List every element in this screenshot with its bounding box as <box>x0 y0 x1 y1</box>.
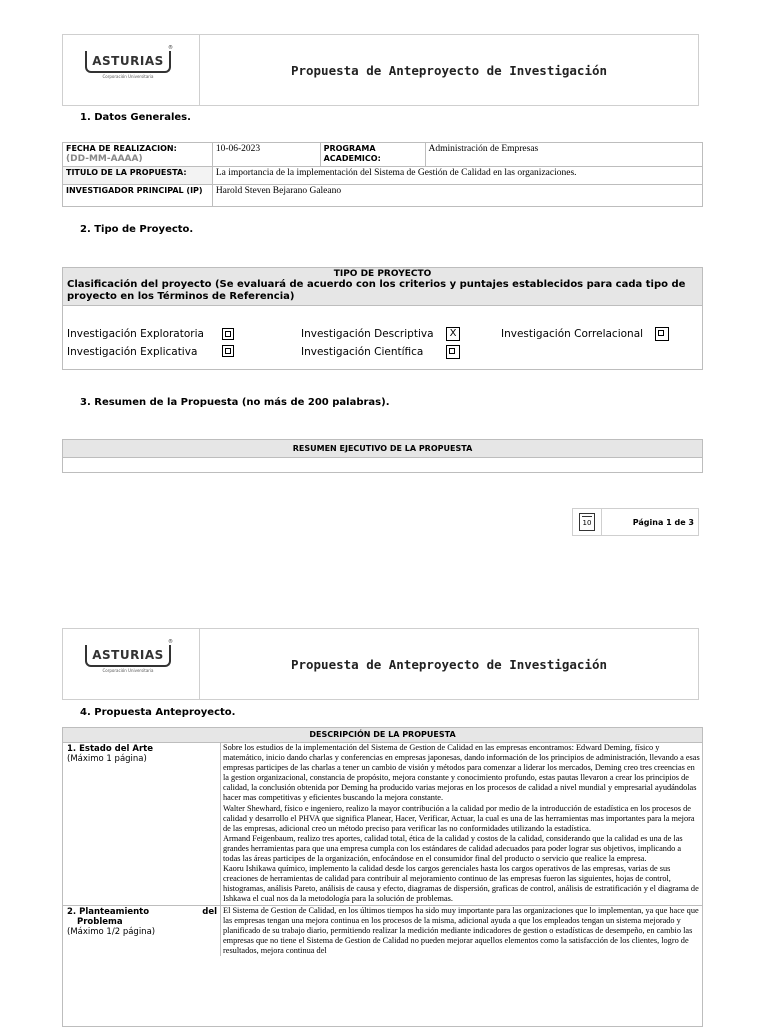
tipo-proyecto-title: TIPO DE PROYECTO <box>333 269 432 279</box>
document-title: Propuesta de Anteproyecto de Investigación <box>290 656 608 672</box>
fecha-hint: (DD-MM-AAAA) <box>66 154 143 164</box>
estado-arte-text: Sobre los estudios de la implementación del Sistema de Gestion de Calidad en las empresas encontramos: Edward Deming, físico y matemático, inicio dando charlas y conferencias en empresas japonesas, dando información de los principios de administración, llevando a esas empresas participes de las charlas a tener un cambio de visión y métodos para comenzar a liderar los mercados, Deming creo tres creencias en la gestion organizacional, constancia de propósito, mejora constante y conocimiento profundo, estas pautas llevaron a crear los principios de calidad, la conclusión obtenida por Deming ha producido varias mejoras en los procesos de calidad a nivel mundial y empresarial ayudándolas hacer mas competitivas y eficientes buscando la mejora constante. Walter Shewhard, físico e ingeniero, realizo la mayor contribución a la calidad por medio de la introducción de estadística en los procesos de calidad y desarrollo el PHVA que significa Planear, Hacer, Verificar, Actuar, la cual es una de las herramientas mas importantes para la mejora de las empresas, adicional creo un método preciso para verificar las no conformidades utilizando la estadística. Armand Feigenbaum, realizo tres aportes, calidad total, ética de la calidad y costos de la calidad, considerando que la calidad es una de las grandes herramientas para que una empresa cumpla con los estándares de calidad adecuados para poder lograr sus objetivos, implicando a todas las áreas participes de la organización, enfocándose en el consumidor final del producto o servicio que realice la empresa. Kaoru Ishikawa químico, implemento la calidad desde los cargos gerenciales hasta los cargos operativos de las empresas, varias de sus creaciones de herramientas de calidad para contribuir al mejoramiento continuo de las empresas fueron las siguientes, hojas de control, histogramas, análisis Pareto, análisis de causa y efecto, diagramas de dispersión, graficas de control, análisis de estratificación y el diagrama de Ishkawa el cual nos da la metodología para la solución de problemas. <box>220 743 702 905</box>
table-row <box>63 143 703 167</box>
page-number: Página 1 de 3 <box>632 517 694 527</box>
programa-value: Administración de Empresas <box>425 143 703 167</box>
resumen-box <box>62 439 703 473</box>
tipo-proyecto-header <box>63 268 702 306</box>
option-explicativa-label: Investigación Explicativa <box>67 346 198 358</box>
resumen-title: RESUMEN EJECUTIVO DE LA PROPUESTA <box>63 440 702 458</box>
option-descriptiva-checkbox[interactable]: X <box>446 327 460 341</box>
option-correlacional-label: Investigación Correlacional <box>501 328 644 340</box>
tipo-proyecto-box <box>62 267 703 370</box>
option-exploratoria-label: Investigación Exploratoria <box>67 328 204 340</box>
titulo-value: La importancia de la implementación del Sistema de Gestión de Calidad en las organizaciones. <box>212 167 702 185</box>
programa-label: PROGRAMA ACADEMICO: <box>320 143 425 167</box>
page2-header <box>62 628 699 700</box>
asturias-logo: ASTURIAS ® Corporación Universitaria <box>85 51 171 77</box>
table-row <box>63 906 702 956</box>
section-propuesta: 4. Propuesta Anteproyecto. <box>80 707 236 718</box>
option-correlacional-checkbox[interactable] <box>655 327 669 341</box>
descripcion-table <box>62 727 703 1027</box>
logo-cell <box>63 35 200 105</box>
tipo-proyecto-description: Clasificación del proyecto (Se evaluará de acuerdo con los criterios y puntajes establecidos para cada tipo de proyecto en los Términos de Referencia) <box>67 279 686 302</box>
option-explicativa-checkbox[interactable] <box>222 345 234 357</box>
table-row <box>63 167 703 185</box>
section-tipo-proyecto: 2. Tipo de Proyecto. <box>80 224 194 235</box>
estado-arte-label: 1. Estado del Arte (Máximo 1 página) <box>67 744 153 764</box>
option-exploratoria-checkbox[interactable] <box>222 328 234 340</box>
titulo-label: TITULO DE LA PROPUESTA: <box>63 167 213 185</box>
page-footer <box>572 508 699 536</box>
investigador-label: INVESTIGADOR PRINCIPAL (IP) <box>63 185 213 207</box>
asturias-logo: ASTURIAS ® Corporación Universitaria <box>85 645 171 671</box>
planteamiento-label: 2. Planteamiento del Problema (Máximo 1/2 página) <box>67 906 217 937</box>
document-title: Propuesta de Anteproyecto de Investigación <box>290 62 608 78</box>
option-cientifica-checkbox[interactable] <box>446 345 460 359</box>
table-row <box>63 185 703 207</box>
investigador-value: Harold Steven Bejarano Galeano <box>212 185 702 207</box>
calendar-icon: 10 <box>579 513 595 531</box>
datos-generales-table <box>62 142 703 207</box>
logo-cell <box>63 629 200 699</box>
option-descriptiva-label: Investigación Descriptiva <box>301 328 434 340</box>
fecha-label: FECHA DE REALIZACION: (DD-MM-AAAA) <box>63 143 213 167</box>
descripcion-title: DESCRIPCIÓN DE LA PROPUESTA <box>63 728 702 743</box>
table-row <box>63 743 702 906</box>
page1-header <box>62 34 699 106</box>
planteamiento-text: El Sistema de Gestion de Calidad, en los últimos tiempos ha sido muy importante para las organizaciones que lo implementan, ya que hace que las empresas tengan una mejora continua en los procesos de la misma, adicional ayuda a que los empleados tengan un sistema mejorado y planificado de su trabajo diario, permitiendo realizar la medición mediante indicadores de gestion o estadísticas de desempeño, en cambio las empresas que no tiene el Sistema de Gestion de Calidad no pueden mejorar aquellos elementos como la satisfacción de los clientes, logro de resultados, mejora continua del <box>220 906 702 956</box>
section-datos-generales: 1. Datos Generales. <box>80 112 191 123</box>
section-resumen: 3. Resumen de la Propuesta (no más de 200 palabras). <box>80 397 390 408</box>
fecha-value: 10-06-2023 <box>212 143 320 167</box>
option-cientifica-label: Investigación Científica <box>301 346 424 358</box>
